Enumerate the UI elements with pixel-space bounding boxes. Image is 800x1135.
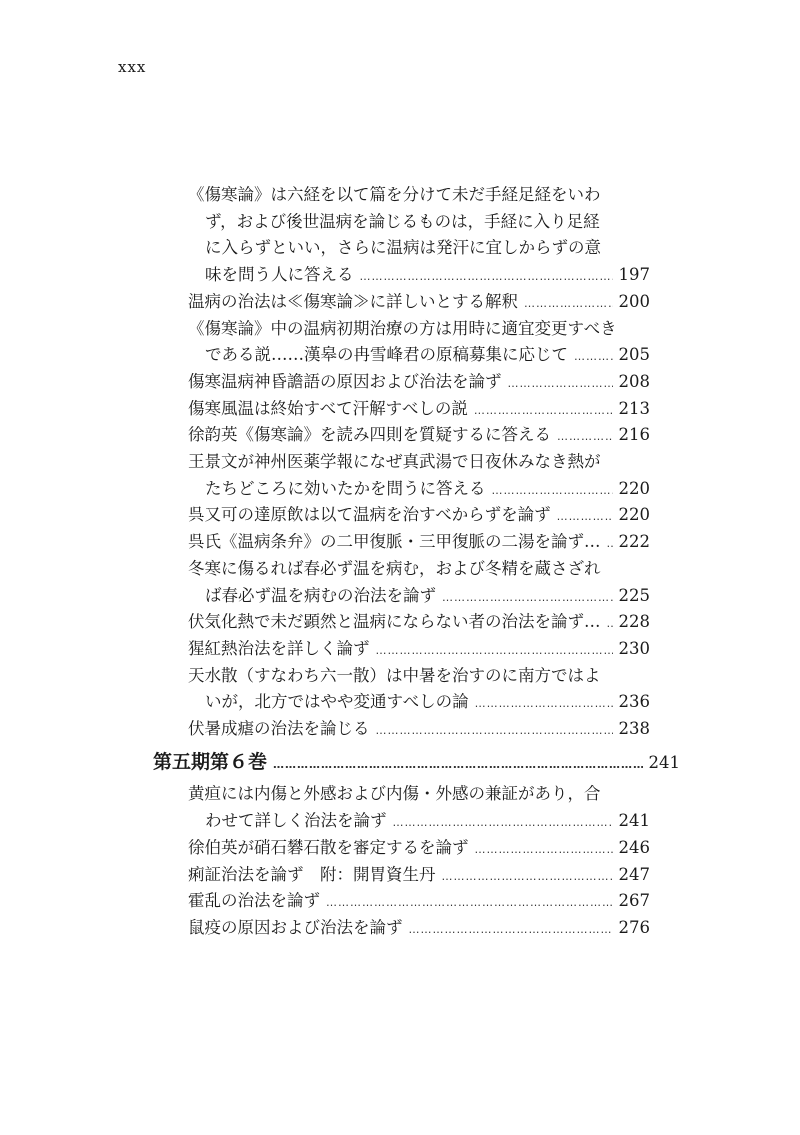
entry-page-number: 276 (618, 917, 650, 937)
entry-text: 黄疸には内傷と外感および内傷・外感の兼証があり，合 (188, 784, 601, 804)
toc-entry-line[interactable] (188, 369, 650, 396)
entry-page-number: 236 (618, 692, 650, 712)
toc-entry-line[interactable] (188, 316, 650, 343)
toc-entry-line[interactable] (205, 689, 650, 716)
toc-entry-line[interactable] (188, 182, 650, 209)
toc-entry-line[interactable] (188, 862, 650, 889)
volume-page-number: 241 (648, 752, 680, 772)
entry-text: 温病の治法は≪傷寒論≫に詳しいとする解釈 (188, 291, 518, 311)
entry-page-number: 200 (618, 291, 650, 311)
toc-entry-line[interactable] (188, 556, 650, 583)
entry-page-number: 267 (618, 891, 650, 911)
entry-page-number: 197 (618, 265, 650, 285)
entry-text: 徐伯英が硝石礬石散を審定するを論ず (188, 837, 469, 857)
entry-text: わせて詳しく治法を論ず (205, 811, 387, 831)
entry-text: 冬寒に傷るれば春必ず温を病む，および冬精を蔵さざれ (188, 558, 601, 578)
toc-entry-line[interactable] (205, 235, 650, 262)
toc-entry-line[interactable] (188, 289, 650, 316)
entry-text: 猩紅熱治法を詳しく論ず (188, 638, 370, 658)
leader-dots (508, 371, 613, 397)
entry-text: 傷寒風温は終始すべて汗解すべしの説 (188, 398, 468, 418)
leader-dots (557, 424, 613, 450)
toc-entry-line[interactable] (188, 449, 650, 476)
entry-text: ず，および後世温病を論じるものは，手経に入り足経 (205, 211, 600, 231)
entry-page-number: 241 (618, 811, 650, 831)
leader-dots (474, 398, 613, 424)
entry-text: いが，北方ではやや変通すべしの論 (205, 692, 469, 712)
leader-dots (376, 718, 613, 744)
entry-page-number: 222 (618, 532, 650, 552)
leader-dots (475, 837, 613, 863)
entry-text: 呉氏《温病条弁》の二甲復脈・三甲復脈の二湯を論ず… (188, 532, 601, 552)
entry-text: 徐韵英《傷寒論》を読み四則を質疑するに答える (188, 425, 551, 445)
leader-dots (442, 585, 613, 611)
entry-text: 王景文が神州医薬学報になぜ真武湯で日夜休みなき熱が (188, 452, 601, 471)
page-number: xxx (118, 58, 147, 76)
entry-text: たちどころに効いたかを問うに答える (205, 478, 486, 498)
leader-dots (574, 344, 613, 370)
entry-text: 傷寒温病神昏譫語の原因および治法を論ず (188, 371, 502, 391)
toc-entry-line[interactable] (188, 529, 650, 556)
entry-page-number: 213 (618, 398, 650, 418)
entry-text: 天水散（すなわち六一散）は中暑を治すのに南方ではよ (188, 665, 601, 685)
toc-entry-line[interactable] (205, 808, 650, 835)
entry-page-number: 246 (618, 837, 650, 857)
entry-text: 伏暑成瘧の治法を論じる (188, 719, 370, 738)
toc-entry-line[interactable] (188, 502, 650, 529)
entry-text: 霍乱の治法を論ず (188, 891, 320, 911)
leader-dots (607, 611, 613, 637)
volume-heading[interactable] (153, 749, 680, 776)
leader-dots (393, 810, 613, 836)
leader-dots (326, 890, 613, 916)
entry-text: 呉又可の達原飲は以て温病を治すべからずを論ず (188, 505, 551, 525)
entry-text: に入らずといい，さらに温病は発汗に宜しからずの意 (205, 238, 601, 258)
entry-page-number: 208 (618, 371, 650, 391)
leader-dots (442, 864, 613, 890)
leader-dots (607, 531, 613, 557)
entry-page-number: 230 (618, 638, 650, 658)
toc-entry-line[interactable] (188, 888, 650, 915)
leader-dots (475, 691, 613, 717)
entry-page-number: 205 (618, 345, 650, 365)
leader-dots (376, 638, 613, 664)
toc-entry-line[interactable] (188, 781, 650, 808)
toc-entry-line[interactable] (188, 915, 650, 942)
entry-page-number: 247 (618, 864, 650, 884)
toc-entry-line[interactable] (205, 262, 650, 289)
entry-page-number: 228 (618, 612, 650, 632)
entry-page-number: 216 (618, 425, 650, 445)
entry-text: 痢証治法を論ず 附：開胃資生丹 (188, 864, 436, 884)
toc-entry-line[interactable] (188, 636, 650, 663)
leader-dots (409, 917, 613, 943)
toc-entry-line[interactable] (188, 663, 650, 690)
leader-dots (273, 752, 642, 778)
leader-dots (492, 478, 613, 504)
entry-text: 味を問う人に答える (205, 265, 354, 285)
toc-entry-line[interactable] (188, 422, 650, 449)
toc-entry-line[interactable] (188, 716, 650, 743)
entry-page-number: 220 (618, 505, 650, 525)
entry-text: 《傷寒論》中の温病初期治療の方は用時に適宜変更すべき (188, 318, 617, 338)
entry-text: ば春必ず温を病むの治法を論ず (205, 585, 436, 605)
volume-title: 第五期第６巻 (153, 750, 268, 773)
toc-entry-line[interactable] (205, 342, 650, 369)
toc-entry-line[interactable] (205, 583, 650, 610)
toc-entry-line[interactable] (205, 476, 650, 503)
entry-text: 《傷寒論》は六経を以て篇を分けて未だ手経足経をいわ (188, 185, 601, 204)
toc-entry-line[interactable] (205, 209, 650, 236)
leader-dots (557, 504, 613, 530)
toc-entry-line[interactable] (188, 609, 650, 636)
toc-entry-line[interactable] (188, 835, 650, 862)
entry-text: 伏気化熱で未だ顕然と温病にならない者の治法を論ず… (188, 612, 601, 632)
entry-text: である説……漢皋の冉雪峰君の原稿募集に応じて (205, 345, 568, 365)
leader-dots (524, 291, 613, 317)
entry-page-number: 220 (618, 478, 650, 498)
toc-entry-line[interactable] (188, 396, 650, 423)
entry-page-number: 238 (618, 719, 650, 738)
leader-dots (360, 264, 613, 290)
entry-text: 鼠疫の原因および治法を論ず (188, 917, 403, 937)
entry-page-number: 225 (618, 585, 650, 605)
